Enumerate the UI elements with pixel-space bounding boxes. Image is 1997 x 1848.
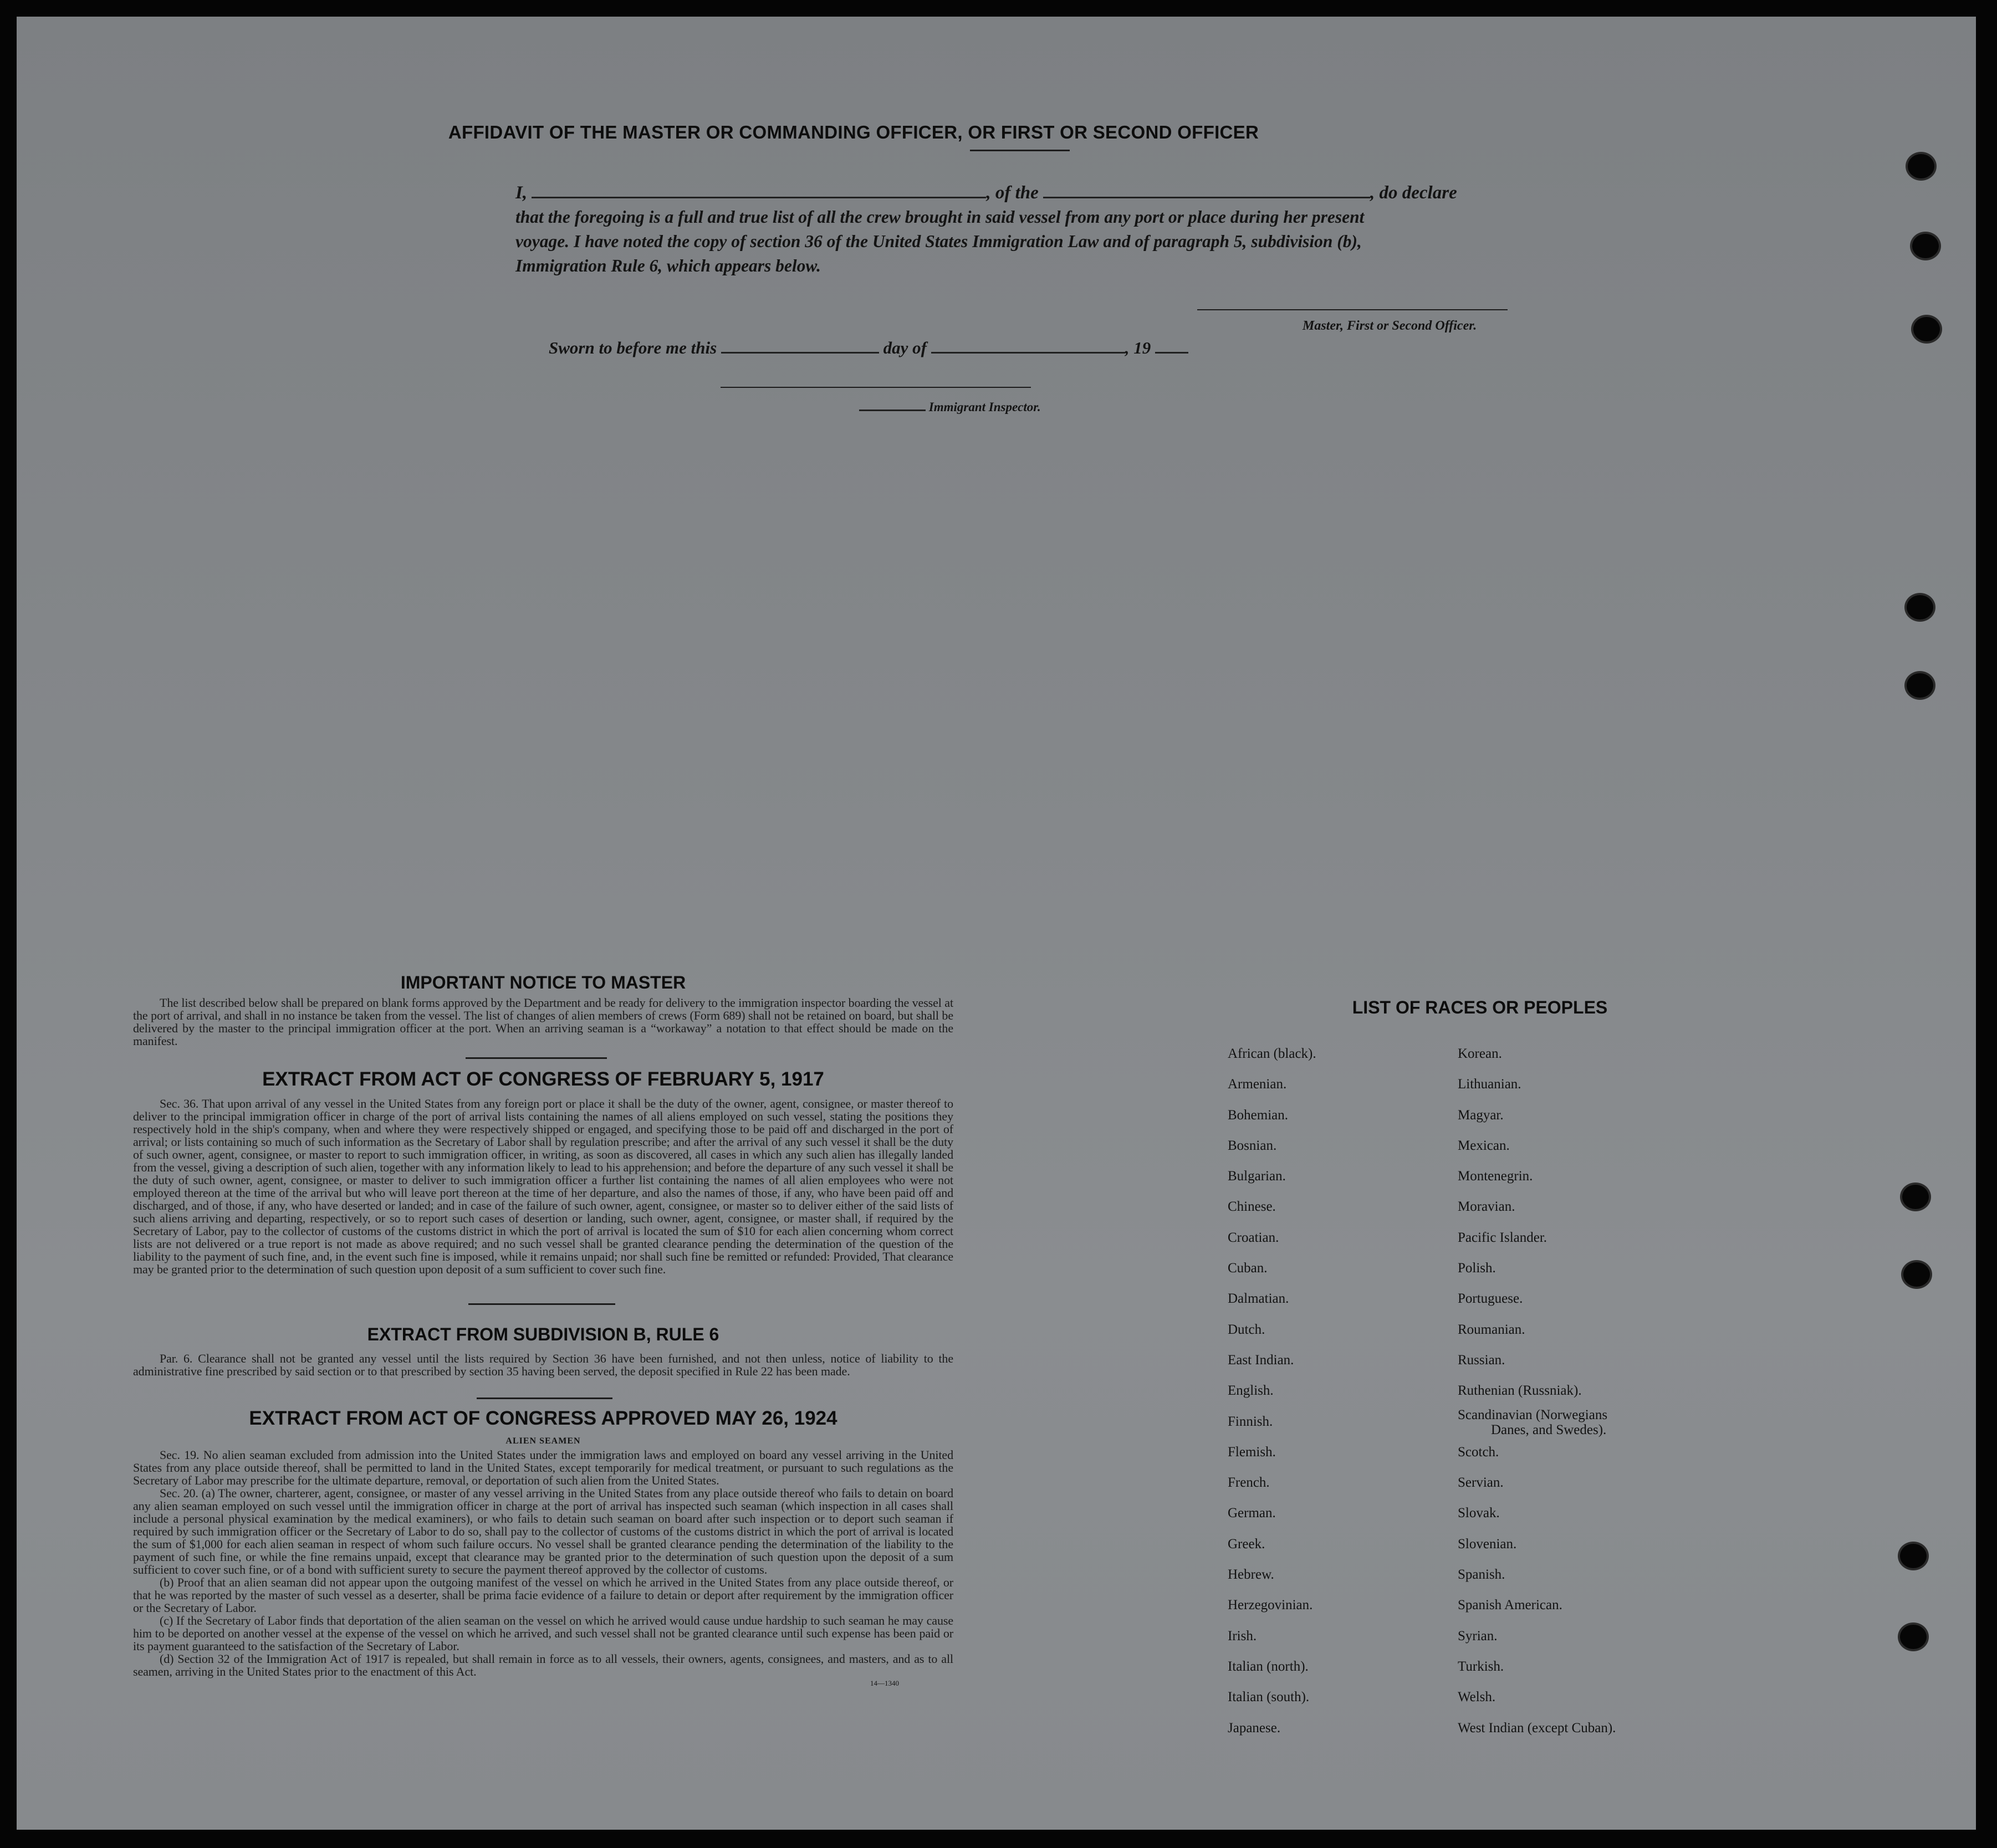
race-item: Slovenian. <box>1458 1536 1517 1552</box>
race-item: Bohemian. <box>1228 1107 1289 1123</box>
section-divider <box>466 1057 607 1059</box>
race-item: Herzegovinian. <box>1228 1598 1313 1613</box>
race-item: Lithuanian. <box>1458 1077 1521 1092</box>
punch-hole <box>1900 1625 1927 1649</box>
sec-19: Sec. 19. No alien seaman excluded from admission into the United States under the immigration laws and employed on board any vessel arriving in the United States from any place outside thereof, shall be permitted to land in the United States, except temporarily for medical treatment, or pursuant to such regulations as the Secretary of Labor may prescribe for the ultimate departure, removal, or deportation of such alien from the United States. <box>133 1448 953 1487</box>
race-item: East Indian. <box>1228 1352 1294 1368</box>
document-page <box>17 17 1976 1830</box>
races-right-column <box>1458 1038 1616 1743</box>
race-item: Magyar. <box>1458 1107 1504 1123</box>
race-item: Flemish. <box>1228 1444 1276 1460</box>
form-number: 14—1340 <box>870 1679 899 1687</box>
master-signature-label: Master, First or Second Officer. <box>1303 319 1477 333</box>
sworn-month-field[interactable] <box>931 340 1125 354</box>
affidavit-title: AFFIDAVIT OF THE MASTER OR COMMANDING OFFICER, OR FIRST OR SECOND OFFICER <box>448 122 1259 142</box>
race-item: Bosnian. <box>1228 1138 1277 1153</box>
extract-1924-body <box>133 1448 953 1678</box>
punch-hole <box>1912 234 1939 258</box>
race-item: English. <box>1228 1383 1274 1399</box>
alien-seamen-subtitle: ALIEN SEAMEN <box>505 1436 581 1446</box>
race-item: Montenegrin. <box>1458 1169 1533 1184</box>
race-item: Korean. <box>1458 1046 1502 1061</box>
inspector-field[interactable] <box>859 404 926 411</box>
affidavit-line-4: Immigration Rule 6, which appears below. <box>515 256 821 275</box>
race-item: Italian (north). <box>1228 1658 1309 1674</box>
race-item: Mexican. <box>1458 1138 1510 1153</box>
day-of-label: day of <box>883 338 927 357</box>
sworn-year-field[interactable] <box>1155 340 1188 354</box>
punch-hole <box>1900 1544 1927 1568</box>
sworn-label: Sworn to before me this <box>549 338 717 357</box>
punch-hole <box>1907 673 1933 698</box>
race-item: Dutch. <box>1228 1322 1265 1337</box>
punch-hole <box>1902 1185 1929 1209</box>
race-item: French. <box>1228 1475 1270 1491</box>
vessel-name-field[interactable] <box>1043 185 1370 198</box>
race-item: Portuguese. <box>1458 1291 1523 1307</box>
section-divider <box>468 1303 615 1305</box>
race-item: African (black). <box>1228 1046 1316 1061</box>
punch-hole <box>1903 1262 1930 1287</box>
race-item: Japanese. <box>1228 1720 1281 1736</box>
sec-20d: (d) Section 32 of the Immigration Act of 1917 is repealed, but shall remain in force as to all vessels, their owners, agents, consignees, and masters, and as to all seamen, arriving in the United States prior to the enactment of this Act. <box>133 1652 953 1678</box>
race-item: Spanish. <box>1458 1567 1505 1583</box>
race-item: Greek. <box>1228 1536 1265 1552</box>
title-underline <box>970 150 1070 151</box>
race-item: Bulgarian. <box>1228 1169 1286 1184</box>
race-item: Danes, and Swedes). <box>1491 1422 1607 1437</box>
sec-20b: (b) Proof that an alien seaman did not appear upon the outgoing manifest of the vessel on which he arrived in the United States from any place outside thereof, or that he was reported by the master of such vessel as a deserter, shall be prima facie evidence of a failure to detain or deport after requirement by the immigration officer or the Secretary of Labor. <box>133 1575 953 1615</box>
races-title: LIST OF RACES OR PEOPLES <box>1352 997 1608 1017</box>
notice-body: The list described below shall be prepared on blank forms approved by the Department and be ready for delivery to the immigration inspector boarding the vessel at the port of arrival, and shall in no instance be taken from the vessel. The list of changes of alien members of crews (Form 689) shall not be retained on board, but shall be delivered by the master to the principal immigration officer at the port. When an arriving seaman is a “workaway” a notation to that effect should be made on the manifest. <box>133 996 953 1048</box>
punch-hole <box>1913 317 1940 341</box>
race-item: Roumanian. <box>1458 1322 1525 1337</box>
master-name-field[interactable] <box>532 185 986 198</box>
affidavit-line-2: that the foregoing is a full and true list of all the crew brought in said vessel from any port or place during her present <box>515 207 1365 227</box>
race-item: Armenian. <box>1228 1077 1287 1092</box>
extract-1917-body: Sec. 36. That upon arrival of any vessel in the United States from any foreign port or place it shall be the duty of the owner, agent, consignee, or master thereof to deliver to the principal immigration officer in charge of the port of arrival lists containing the names of all aliens employed on such vessel, stating the positions they respectively hold in the ship's company, when and where they were respectively shipped or engaged, and specifying those to be paid off and discharged in the port of arrival; or lists containing so much of such information as the Secretary of Labor shall by regulation prescribe; and after the arrival of any such vessel it shall be the duty of such owner, agent, consignee, or master to report to such immigration officer, in writing, as soon as discovered, all cases in which any such alien has illegally landed from the vessel, giving a description of such alien, together with any information likely to lead to his apprehension; and before the departure of any such vessel it shall be the duty of such owner, agent, consignee, or master to deliver to such immigration officer a further list containing the names of all alien employees who were not employed thereon at the time of the arrival but who will leave port thereon at the time of her departure, and also the names of those, if any, who have been paid off and discharged, and of those, if any, who have deserted or landed; and in case of the failure of such owner, agent, consignee, or master so to deliver either of the said lists of such aliens arriving and departing, respectively, or so to report such cases of desertion or landing, such owner, agent, consignee, or master shall, if required by the Secretary of Labor, pay to the collector of customs of the customs district in which the port of arrival is located the sum of $10 for each alien concerning whom correct lists are not delivered or a true report is not made as above required; and no such vessel shall be granted clearance pending the determination of the question of the liability to the payment of such fine, and, in the event such fine is imposed, while it remains unpaid; nor shall such fine be remitted or refunded: Provided, That clearance may be granted prior to the determination of such question upon deposit of a sum sufficient to cover such fine. <box>133 1097 953 1276</box>
extract-1917-title: EXTRACT FROM ACT OF CONGRESS OF FEBRUARY 5, 1917 <box>262 1068 824 1090</box>
race-item: Irish. <box>1228 1628 1257 1644</box>
affidavit-of-the: , of the <box>986 183 1039 203</box>
race-item: Russian. <box>1458 1352 1505 1368</box>
race-item: Croatian. <box>1228 1230 1279 1245</box>
extract-rule6-body: Par. 6. Clearance shall not be granted any vessel until the lists required by Section 36 have been furnished, and not then unless, notice of liability to the administrative fine prescribed by said section or to that prescribed by section 35 having been served, the deposit specified in Rule 22 has been made. <box>133 1352 953 1378</box>
sec-20a: Sec. 20. (a) The owner, charterer, agent, consignee, or master of any vessel arriving in the United States from any place outside thereof who fails to detain on board any alien seaman employed on such vessel until the immigration officer in charge at the port of arrival has inspected such seaman (which inspection in all cases shall include a personal physical examination by the medical examiners), or who fails to detain such seaman on board after such inspection or to deport such seaman if required by such immigration officer or the Secretary of Labor to do so, shall pay to the collector of customs of the customs district in which the port of arrival is located the sum of $1,000 for each alien seaman in respect of whom such failure occurs. No vessel shall be granted clearance pending the determination of the liability to the payment of such fine, or while the fine remains unpaid, except that clearance may be granted prior to the determination of such question upon the deposit of a sum sufficient to cover such fine, or of a bond with sufficient surety to secure the payment thereof approved by the collector of customs. <box>133 1486 953 1576</box>
notice-title: IMPORTANT NOTICE TO MASTER <box>400 972 686 992</box>
race-item: Dalmatian. <box>1228 1291 1289 1307</box>
race-item: Hebrew. <box>1228 1567 1274 1583</box>
race-item: Scandinavian (Norwegians <box>1458 1407 1608 1422</box>
extract-1924-title: EXTRACT FROM ACT OF CONGRESS APPROVED MAY 26, 1924 <box>249 1407 837 1429</box>
punch-hole <box>1908 154 1934 178</box>
race-item: Welsh. <box>1458 1690 1496 1705</box>
race-item: Pacific Islander. <box>1458 1230 1547 1245</box>
inspector-signature-line[interactable] <box>721 387 1031 388</box>
extract-rule6-title: EXTRACT FROM SUBDIVISION B, RULE 6 <box>367 1324 719 1344</box>
race-item: Italian (south). <box>1228 1690 1310 1705</box>
race-item: Slovak. <box>1458 1506 1500 1521</box>
punch-hole <box>1907 595 1933 620</box>
race-item: West Indian (except Cuban). <box>1458 1720 1616 1736</box>
year-label: , 19 <box>1125 338 1151 357</box>
race-item: German. <box>1228 1506 1276 1521</box>
race-item: Servian. <box>1458 1475 1504 1491</box>
affidavit-i: I, <box>515 183 528 203</box>
race-item: Finnish. <box>1228 1414 1273 1429</box>
inspector-label: Immigrant Inspector. <box>928 400 1041 414</box>
sworn-line <box>549 338 1188 358</box>
race-item: Spanish American. <box>1458 1598 1562 1613</box>
inspector-label-row <box>859 400 1041 414</box>
race-item: Chinese. <box>1228 1199 1276 1215</box>
master-signature-line[interactable] <box>1197 309 1508 310</box>
race-item: Turkish. <box>1458 1658 1504 1674</box>
affidavit-line-1 <box>515 183 1580 203</box>
sworn-date-field[interactable] <box>721 340 879 354</box>
affidavit-line-3: voyage. I have noted the copy of section 36 of the United States Immigration Law and of paragraph 5, subdivision (b), <box>515 232 1362 251</box>
race-item: Cuban. <box>1228 1261 1268 1276</box>
race-item: Ruthenian (Russniak). <box>1458 1383 1582 1399</box>
race-item: Scotch. <box>1458 1444 1499 1460</box>
affidavit-declare: , do declare <box>1370 183 1457 203</box>
race-item: Moravian. <box>1458 1199 1515 1215</box>
race-item: Polish. <box>1458 1261 1496 1276</box>
section-divider <box>477 1397 612 1399</box>
races-left-column <box>1228 1038 1316 1743</box>
race-item-scandinavian <box>1458 1406 1616 1437</box>
race-item: Syrian. <box>1458 1628 1498 1644</box>
sec-20c: (c) If the Secretary of Labor finds that deportation of the alien seaman on the vessel on which he arrived would cause undue hardship to such seaman he may cause him to be deported on another vessel at the expense of the vessel on which he arrived, and such vessel shall not be granted clearance until such expense has been paid or its payment guaranteed to the satisfaction of the Secretary of Labor. <box>133 1614 953 1653</box>
